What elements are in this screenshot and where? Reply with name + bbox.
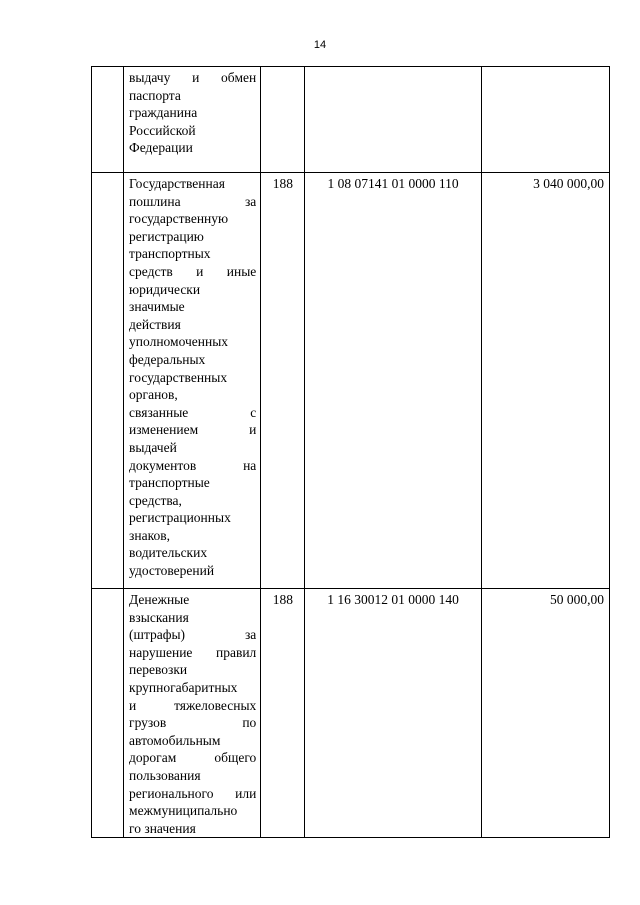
- page-number: 14: [313, 39, 327, 51]
- name-word: грузов: [129, 715, 167, 731]
- name-word: документов: [129, 457, 197, 473]
- name-line: государственных: [129, 369, 228, 385]
- name-line: крупногабаритных: [129, 679, 238, 695]
- name-word: с: [250, 404, 257, 420]
- name-line: перевозки: [129, 662, 188, 678]
- name-word: средств: [129, 263, 173, 279]
- name-line: регистрационных: [129, 510, 231, 526]
- name-line: знаков,: [129, 527, 170, 543]
- name-word: по: [242, 715, 257, 731]
- name-word: (штрафы): [129, 627, 186, 643]
- name-line: органов,: [129, 387, 178, 403]
- name-line: [129, 193, 256, 211]
- revenue-name-cell: [124, 67, 261, 173]
- name-line: транспортные: [129, 475, 210, 491]
- name-line: значимые: [129, 299, 185, 315]
- table-row: [92, 173, 610, 589]
- name-line: действия: [129, 316, 181, 332]
- amount-cell: 50 000,00: [481, 589, 609, 838]
- name-word: за: [244, 193, 257, 209]
- name-word: правил: [215, 644, 257, 660]
- table-row: [92, 589, 610, 838]
- name-line: взыскания: [129, 609, 189, 625]
- name-line: Денежные: [129, 592, 190, 607]
- name-word: иные: [226, 263, 257, 279]
- name-word: общего: [214, 750, 257, 766]
- name-line: [129, 785, 256, 803]
- name-word: за: [244, 627, 257, 643]
- name-word: выдачу: [129, 70, 171, 85]
- row-number-cell: [92, 67, 124, 173]
- name-line: [129, 697, 256, 715]
- name-line: гражданина: [129, 105, 198, 121]
- name-word: на: [243, 457, 257, 473]
- name-line: [129, 749, 256, 767]
- budget-code-cell: 1 16 30012 01 0000 140: [305, 589, 481, 838]
- name-line: федеральных: [129, 351, 206, 367]
- budget-code-cell: [305, 67, 481, 173]
- name-word: регионального: [129, 785, 214, 801]
- name-line: удостоверений: [129, 563, 215, 579]
- name-word: нарушение: [129, 644, 193, 660]
- name-line: [129, 263, 256, 281]
- admin-code-cell: 188: [261, 173, 305, 589]
- amount-cell: 3 040 000,00: [481, 173, 609, 589]
- name-line: Государственная: [129, 176, 225, 191]
- name-line: [129, 714, 256, 732]
- name-word: тяжеловесных: [174, 697, 257, 713]
- name-word: обмен: [221, 70, 257, 85]
- name-line: водительских: [129, 545, 208, 561]
- name-line: автомобильным: [129, 732, 221, 748]
- table-body: [92, 67, 610, 838]
- amount-cell: [481, 67, 609, 173]
- table-row: [92, 67, 610, 173]
- name-line: Российской: [129, 122, 196, 138]
- name-line: [129, 69, 256, 87]
- name-line: государственную: [129, 211, 229, 227]
- revenue-name-cell: [124, 589, 261, 838]
- name-line: межмуниципально: [129, 803, 238, 819]
- admin-code-cell: [261, 67, 305, 173]
- row-number-cell: [92, 173, 124, 589]
- name-line: средства,: [129, 492, 182, 508]
- name-word: и: [192, 70, 200, 85]
- name-word: изменением: [129, 422, 199, 438]
- name-line: го значения: [129, 820, 196, 836]
- name-word: дорогам: [129, 750, 177, 766]
- name-line: пользования: [129, 767, 201, 783]
- name-word: и: [249, 422, 257, 438]
- name-line: выдачей: [129, 439, 177, 455]
- name-line: [129, 404, 256, 422]
- admin-code-cell: 188: [261, 589, 305, 838]
- name-word: связанные: [129, 404, 189, 420]
- name-line: регистрацию: [129, 228, 204, 244]
- name-line: паспорта: [129, 87, 181, 103]
- name-word: или: [235, 785, 257, 801]
- revenue-table: [91, 66, 610, 838]
- row-number-cell: [92, 589, 124, 838]
- name-line: [129, 626, 256, 644]
- name-word: пошлина: [129, 193, 181, 209]
- revenue-name-cell: [124, 173, 261, 589]
- name-line: [129, 457, 256, 475]
- budget-code-cell: 1 08 07141 01 0000 110: [305, 173, 481, 589]
- name-line: [129, 421, 256, 439]
- name-word: и: [196, 263, 204, 279]
- name-word: и: [129, 697, 137, 713]
- name-line: транспортных: [129, 246, 211, 262]
- name-line: Федерации: [129, 140, 193, 156]
- name-line: юридически: [129, 281, 201, 297]
- name-line: уполномоченных: [129, 334, 229, 350]
- name-line: [129, 644, 256, 662]
